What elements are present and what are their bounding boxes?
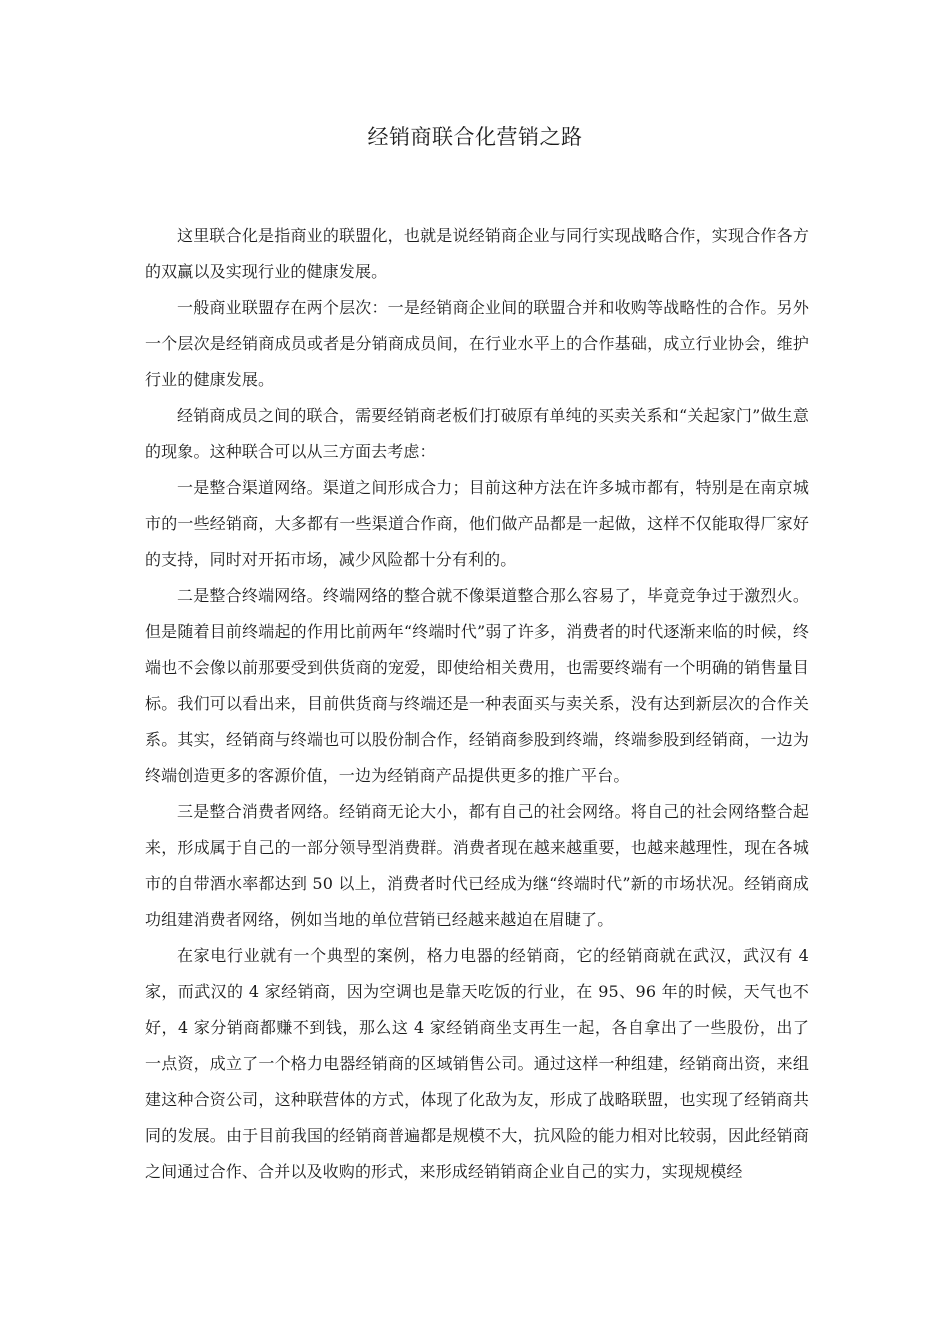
paragraph-6: 三是整合消费者网络。经销商无论大小，都有自己的社会网络。将自己的社会网络整合起来，形成属于自己的一部分领导型消费群。消费者现在越来越重要，也越来越理性，现在各城市的自带酒水率都达到 50 以上，消费者时代已经成为继“终端时代”新的市场状况。经销商成功组建消费者网络，例如当地的单位营销已经越来越迫在眉睫了。 xyxy=(145,802,809,929)
document-title: 经销商联合化营销之路 xyxy=(367,125,583,149)
document-body xyxy=(145,218,809,1190)
paragraph-5: 二是整合终端网络。终端网络的整合就不像渠道整合那么容易了，毕竟竞争过于激烈火。但是随着目前终端起的作用比前两年“终端时代”弱了许多，消费者的时代逐渐来临的时候，终端也不会像以前那要受到供货商的宠爱，即使给相关费用，也需要终端有一个明确的销售量目标。我们可以看出来，目前供货商与终端还是一种表面买与卖关系，没有达到新层次的合作关系。其实，经销商与终端也可以股份制合作，经销商参股到终端，终端参股到经销商，一边为终端创造更多的客源价值，一边为经销商产品提供更多的推广平台。 xyxy=(145,586,809,785)
paragraph-3: 经销商成员之间的联合，需要经销商老板们打破原有单纯的买卖关系和“关起家门”做生意的现象。这种联合可以从三方面去考虑： xyxy=(145,406,809,461)
paragraph-1: 这里联合化是指商业的联盟化，也就是说经销商企业与同行实现战略合作，实现合作各方的双赢以及实现行业的健康发展。 xyxy=(145,226,809,281)
paragraph-2: 一般商业联盟存在两个层次：一是经销商企业间的联盟合并和收购等战略性的合作。另外一个层次是经销商成员或者是分销商成员间，在行业水平上的合作基础，成立行业协会，维护行业的健康发展。 xyxy=(145,298,809,389)
paragraph-4: 一是整合渠道网络。渠道之间形成合力；目前这种方法在许多城市都有，特别是在南京城市的一些经销商，大多都有一些渠道合作商，他们做产品都是一起做，这样不仅能取得厂家好的支持，同时对开拓市场，减少风险都十分有利的。 xyxy=(145,478,809,569)
paragraph-7: 在家电行业就有一个典型的案例，格力电器的经销商，它的经销商就在武汉，武汉有 4 家，而武汉的 4 家经销商，因为空调也是靠天吃饭的行业，在 95、96 年的时候，天气也不好，4 家分销商都赚不到钱，那么这 4 家经销商坐支再生一起，各自拿出了一些股份，出了一点资，成立了一个格力电器经销商的区域销售公司。通过这样一种组建，经销商出资，来组建这种合资公司，这种联营体的方式，体现了化敌为友，形成了战略联盟，也实现了经销商共同的发展。由于目前我国的经销商普遍都是规模不大，抗风险的能力相对比较弱，因此经销商之间通过合作、合并以及收购的形式，来形成经销销商企业自己的实力，实现规模经 xyxy=(145,946,809,1181)
